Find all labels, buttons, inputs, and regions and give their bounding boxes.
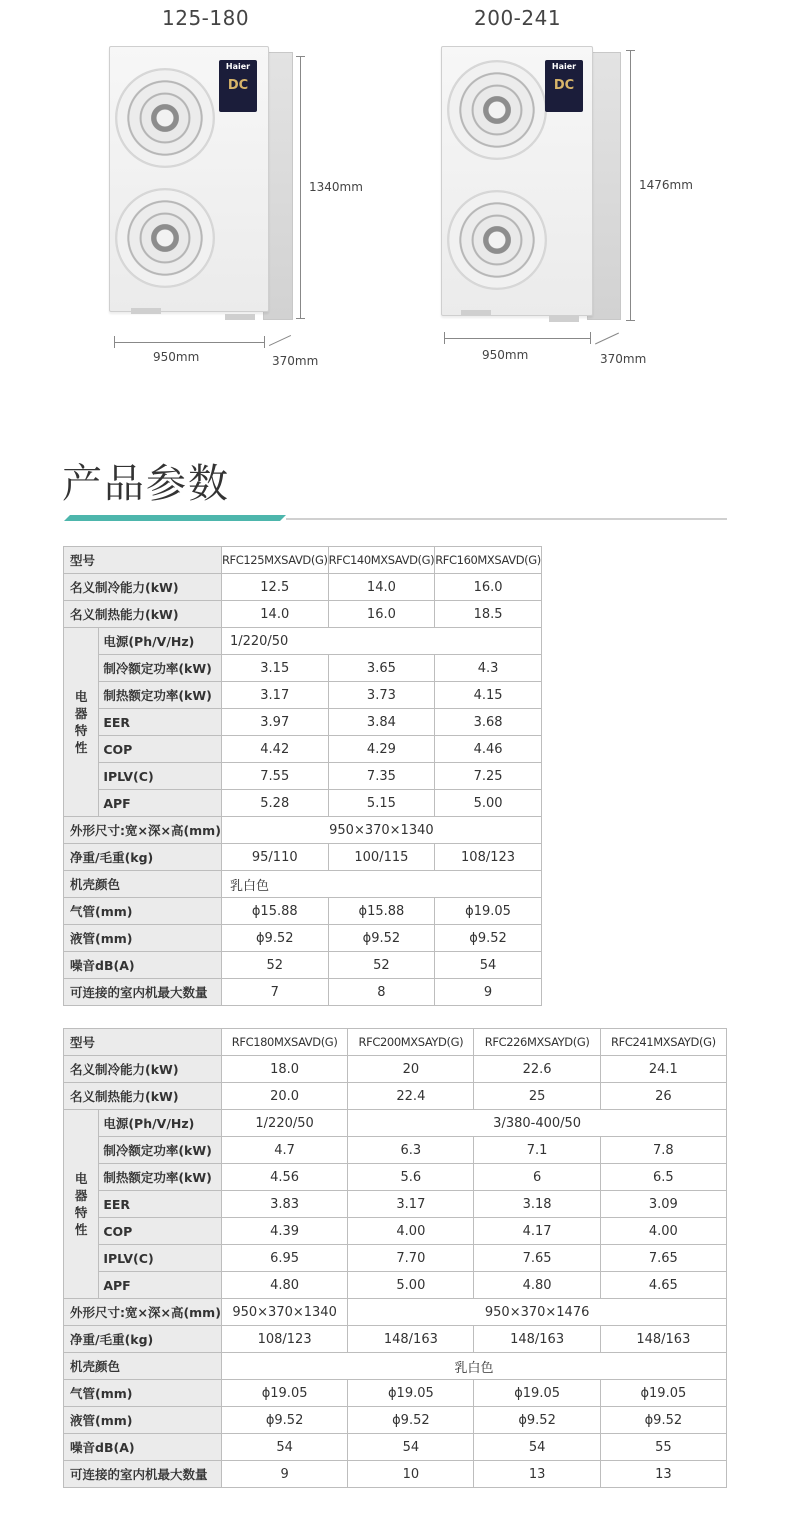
- table-row: [64, 844, 542, 871]
- model-name: RFC160MXSAVD(G): [435, 547, 542, 574]
- table-row: [64, 1272, 727, 1299]
- row-label: 机壳颜色: [64, 1353, 222, 1380]
- cell: 7.65: [600, 1245, 726, 1272]
- cell: 4.17: [474, 1218, 600, 1245]
- fan-icon: [115, 68, 215, 168]
- cell: ϕ9.52: [474, 1407, 600, 1434]
- table-row: [64, 736, 542, 763]
- table-row: [64, 979, 542, 1006]
- row-label: APF: [99, 790, 222, 817]
- cell: 3.84: [328, 709, 435, 736]
- row-label: 外形尺寸:宽×深×高(mm): [64, 1299, 222, 1326]
- cell: 4.56: [221, 1164, 347, 1191]
- cell: 52: [221, 952, 328, 979]
- table-row: [64, 1299, 727, 1326]
- cell: 3.09: [600, 1191, 726, 1218]
- cell: 4.42: [221, 736, 328, 763]
- row-label: IPLV(C): [99, 1245, 222, 1272]
- row-label: 气管(mm): [64, 1380, 222, 1407]
- table-row: [64, 574, 542, 601]
- cell: 3.83: [221, 1191, 347, 1218]
- cell: 乳白色: [221, 1353, 726, 1380]
- cell: ϕ19.05: [600, 1380, 726, 1407]
- cell: ϕ19.05: [221, 1380, 347, 1407]
- dc-badge: DC: [227, 78, 249, 93]
- table-row: [64, 871, 542, 898]
- group-label: [64, 628, 99, 817]
- row-label: 噪音dB(A): [64, 1434, 222, 1461]
- model-name: RFC226MXSAYD(G): [474, 1029, 600, 1056]
- cell: 4.80: [474, 1272, 600, 1299]
- cell: 148/163: [348, 1326, 474, 1353]
- row-label: COP: [99, 1218, 222, 1245]
- cell: 9: [435, 979, 542, 1006]
- cell: 148/163: [474, 1326, 600, 1353]
- cell: 52: [328, 952, 435, 979]
- cell: 6.5: [600, 1164, 726, 1191]
- cell: 18.5: [435, 601, 542, 628]
- row-label: 名义制热能力(kW): [64, 601, 222, 628]
- row-label: 制热额定功率(kW): [99, 682, 222, 709]
- row-label: 制冷额定功率(kW): [99, 655, 222, 682]
- table-row: [64, 763, 542, 790]
- cell: 950×370×1340: [221, 1299, 347, 1326]
- row-label: 可连接的室内机最大数量: [64, 979, 222, 1006]
- row-label: 型号: [64, 1029, 222, 1056]
- cell: 16.0: [435, 574, 542, 601]
- control-panel: [545, 60, 583, 112]
- model-name: RFC140MXSAVD(G): [328, 547, 435, 574]
- cell: 4.46: [435, 736, 542, 763]
- cell: 54: [348, 1434, 474, 1461]
- unit-right-range: 200-241: [474, 6, 562, 30]
- cell: 1/220/50: [221, 628, 541, 655]
- cell: 20: [348, 1056, 474, 1083]
- spec-table-1: [63, 546, 542, 1006]
- cell: 4.7: [221, 1137, 347, 1164]
- row-label: APF: [99, 1272, 222, 1299]
- cell: 7.65: [474, 1245, 600, 1272]
- cell: 3.18: [474, 1191, 600, 1218]
- row-label: 机壳颜色: [64, 871, 222, 898]
- cell: 4.39: [221, 1218, 347, 1245]
- group-label: [64, 1110, 99, 1299]
- cell: ϕ9.52: [600, 1407, 726, 1434]
- row-label: 电源(Ph/V/Hz): [99, 628, 222, 655]
- cell: 7.70: [348, 1245, 474, 1272]
- title-accent-bar: [64, 515, 286, 521]
- cell: 108/123: [221, 1326, 347, 1353]
- table-row: [64, 952, 542, 979]
- cell: 54: [435, 952, 542, 979]
- cell: ϕ15.88: [328, 898, 435, 925]
- row-label: 净重/毛重(kg): [64, 1326, 222, 1353]
- control-panel: [219, 60, 257, 112]
- row-label: 名义制冷能力(kW): [64, 574, 222, 601]
- cell: 12.5: [221, 574, 328, 601]
- table-row: [64, 655, 542, 682]
- unit-left-range: 125-180: [162, 6, 250, 30]
- table-row: [64, 1407, 727, 1434]
- table-row: [64, 1029, 727, 1056]
- spec-table-2: [63, 1028, 727, 1488]
- left-height-dim: 1340mm: [309, 180, 363, 194]
- cell: 9: [221, 1461, 347, 1488]
- cell: ϕ15.88: [221, 898, 328, 925]
- model-name: RFC125MXSAVD(G): [221, 547, 328, 574]
- cell: 148/163: [600, 1326, 726, 1353]
- cell: ϕ9.52: [221, 925, 328, 952]
- cell: 13: [474, 1461, 600, 1488]
- cell: 950×370×1340: [221, 817, 541, 844]
- cell: 3.15: [221, 655, 328, 682]
- cell: 13: [600, 1461, 726, 1488]
- table-row: [64, 1353, 727, 1380]
- group-label-text: 电 器 特 性: [74, 689, 88, 755]
- dc-badge: DC: [553, 78, 575, 93]
- cell: 4.15: [435, 682, 542, 709]
- row-label: 气管(mm): [64, 898, 222, 925]
- row-label: 净重/毛重(kg): [64, 844, 222, 871]
- cell: ϕ19.05: [474, 1380, 600, 1407]
- table-row: [64, 898, 542, 925]
- cell: 3.17: [221, 682, 328, 709]
- row-label: 制热额定功率(kW): [99, 1164, 222, 1191]
- row-label: 制冷额定功率(kW): [99, 1137, 222, 1164]
- cell: 54: [474, 1434, 600, 1461]
- cell: 4.00: [600, 1218, 726, 1245]
- row-label: 名义制冷能力(kW): [64, 1056, 222, 1083]
- cell: ϕ19.05: [435, 898, 542, 925]
- row-label: 名义制热能力(kW): [64, 1083, 222, 1110]
- fan-icon: [115, 188, 215, 288]
- cell: 3.65: [328, 655, 435, 682]
- left-width-dim: 950mm: [153, 350, 200, 364]
- cell: 24.1: [600, 1056, 726, 1083]
- table-row: [64, 1380, 727, 1407]
- cell: 5.6: [348, 1164, 474, 1191]
- model-name: RFC241MXSAYD(G): [600, 1029, 726, 1056]
- cell: 5.28: [221, 790, 328, 817]
- cell: 14.0: [328, 574, 435, 601]
- table-row: [64, 1083, 727, 1110]
- table-row: [64, 1245, 727, 1272]
- cell: 3/380-400/50: [348, 1110, 727, 1137]
- cell: 6: [474, 1164, 600, 1191]
- cell: 25: [474, 1083, 600, 1110]
- cell: 乳白色: [221, 871, 541, 898]
- cell: 3.73: [328, 682, 435, 709]
- row-label: IPLV(C): [99, 763, 222, 790]
- table-row: [64, 601, 542, 628]
- cell: 16.0: [328, 601, 435, 628]
- row-label: 噪音dB(A): [64, 952, 222, 979]
- group-label-text: 电 器 特 性: [74, 1171, 88, 1237]
- row-label: 液管(mm): [64, 1407, 222, 1434]
- section-title: 产品参数: [62, 461, 230, 507]
- row-label: 电源(Ph/V/Hz): [99, 1110, 222, 1137]
- outdoor-unit-image-right: [437, 46, 627, 326]
- left-depth-dim: 370mm: [272, 354, 319, 368]
- cell: 3.97: [221, 709, 328, 736]
- row-label: 可连接的室内机最大数量: [64, 1461, 222, 1488]
- table-row: [64, 1218, 727, 1245]
- right-width-dim: 950mm: [482, 348, 529, 362]
- cell: ϕ9.52: [221, 1407, 347, 1434]
- cell: 55: [600, 1434, 726, 1461]
- cell: 7.8: [600, 1137, 726, 1164]
- cell: 7: [221, 979, 328, 1006]
- row-label: 外形尺寸:宽×深×高(mm): [64, 817, 222, 844]
- cell: 6.3: [348, 1137, 474, 1164]
- cell: 5.00: [435, 790, 542, 817]
- cell: 7.1: [474, 1137, 600, 1164]
- brand-logo: Haier: [225, 62, 251, 71]
- cell: 6.95: [221, 1245, 347, 1272]
- row-label: COP: [99, 736, 222, 763]
- table-row: [64, 1056, 727, 1083]
- cell: 3.17: [348, 1191, 474, 1218]
- table-row: [64, 1164, 727, 1191]
- outdoor-unit-image-left: [105, 46, 295, 326]
- table-row: [64, 1434, 727, 1461]
- cell: 950×370×1476: [348, 1299, 727, 1326]
- cell: 108/123: [435, 844, 542, 871]
- cell: 7.35: [328, 763, 435, 790]
- table-row: [64, 547, 542, 574]
- table-row: [64, 682, 542, 709]
- table-row: [64, 1137, 727, 1164]
- table-row: [64, 628, 542, 655]
- cell: ϕ9.52: [328, 925, 435, 952]
- cell: 22.4: [348, 1083, 474, 1110]
- cell: ϕ9.52: [435, 925, 542, 952]
- right-depth-dim: 370mm: [600, 352, 647, 366]
- cell: 20.0: [221, 1083, 347, 1110]
- cell: 5.00: [348, 1272, 474, 1299]
- cell: 4.00: [348, 1218, 474, 1245]
- cell: ϕ9.52: [348, 1407, 474, 1434]
- cell: 10: [348, 1461, 474, 1488]
- model-name: RFC200MXSAYD(G): [348, 1029, 474, 1056]
- fan-icon: [447, 190, 547, 290]
- brand-logo: Haier: [551, 62, 577, 71]
- model-name: RFC180MXSAVD(G): [221, 1029, 347, 1056]
- table-row: [64, 790, 542, 817]
- cell: 1/220/50: [221, 1110, 347, 1137]
- cell: 100/115: [328, 844, 435, 871]
- cell: ϕ19.05: [348, 1380, 474, 1407]
- table-row: [64, 1326, 727, 1353]
- row-label: EER: [99, 1191, 222, 1218]
- table-row: [64, 1110, 727, 1137]
- cell: 22.6: [474, 1056, 600, 1083]
- cell: 8: [328, 979, 435, 1006]
- cell: 26: [600, 1083, 726, 1110]
- title-divider: [286, 518, 727, 520]
- cell: 54: [221, 1434, 347, 1461]
- right-height-dim: 1476mm: [639, 178, 693, 192]
- fan-icon: [447, 60, 547, 160]
- cell: 7.25: [435, 763, 542, 790]
- cell: 3.68: [435, 709, 542, 736]
- cell: 95/110: [221, 844, 328, 871]
- cell: 4.3: [435, 655, 542, 682]
- table-row: [64, 1191, 727, 1218]
- table-row: [64, 925, 542, 952]
- cell: 7.55: [221, 763, 328, 790]
- table-row: [64, 1461, 727, 1488]
- table-row: [64, 817, 542, 844]
- row-label: EER: [99, 709, 222, 736]
- table-row: [64, 709, 542, 736]
- cell: 5.15: [328, 790, 435, 817]
- cell: 18.0: [221, 1056, 347, 1083]
- cell: 4.80: [221, 1272, 347, 1299]
- cell: 14.0: [221, 601, 328, 628]
- row-label: 液管(mm): [64, 925, 222, 952]
- cell: 4.65: [600, 1272, 726, 1299]
- cell: 4.29: [328, 736, 435, 763]
- row-label: 型号: [64, 547, 222, 574]
